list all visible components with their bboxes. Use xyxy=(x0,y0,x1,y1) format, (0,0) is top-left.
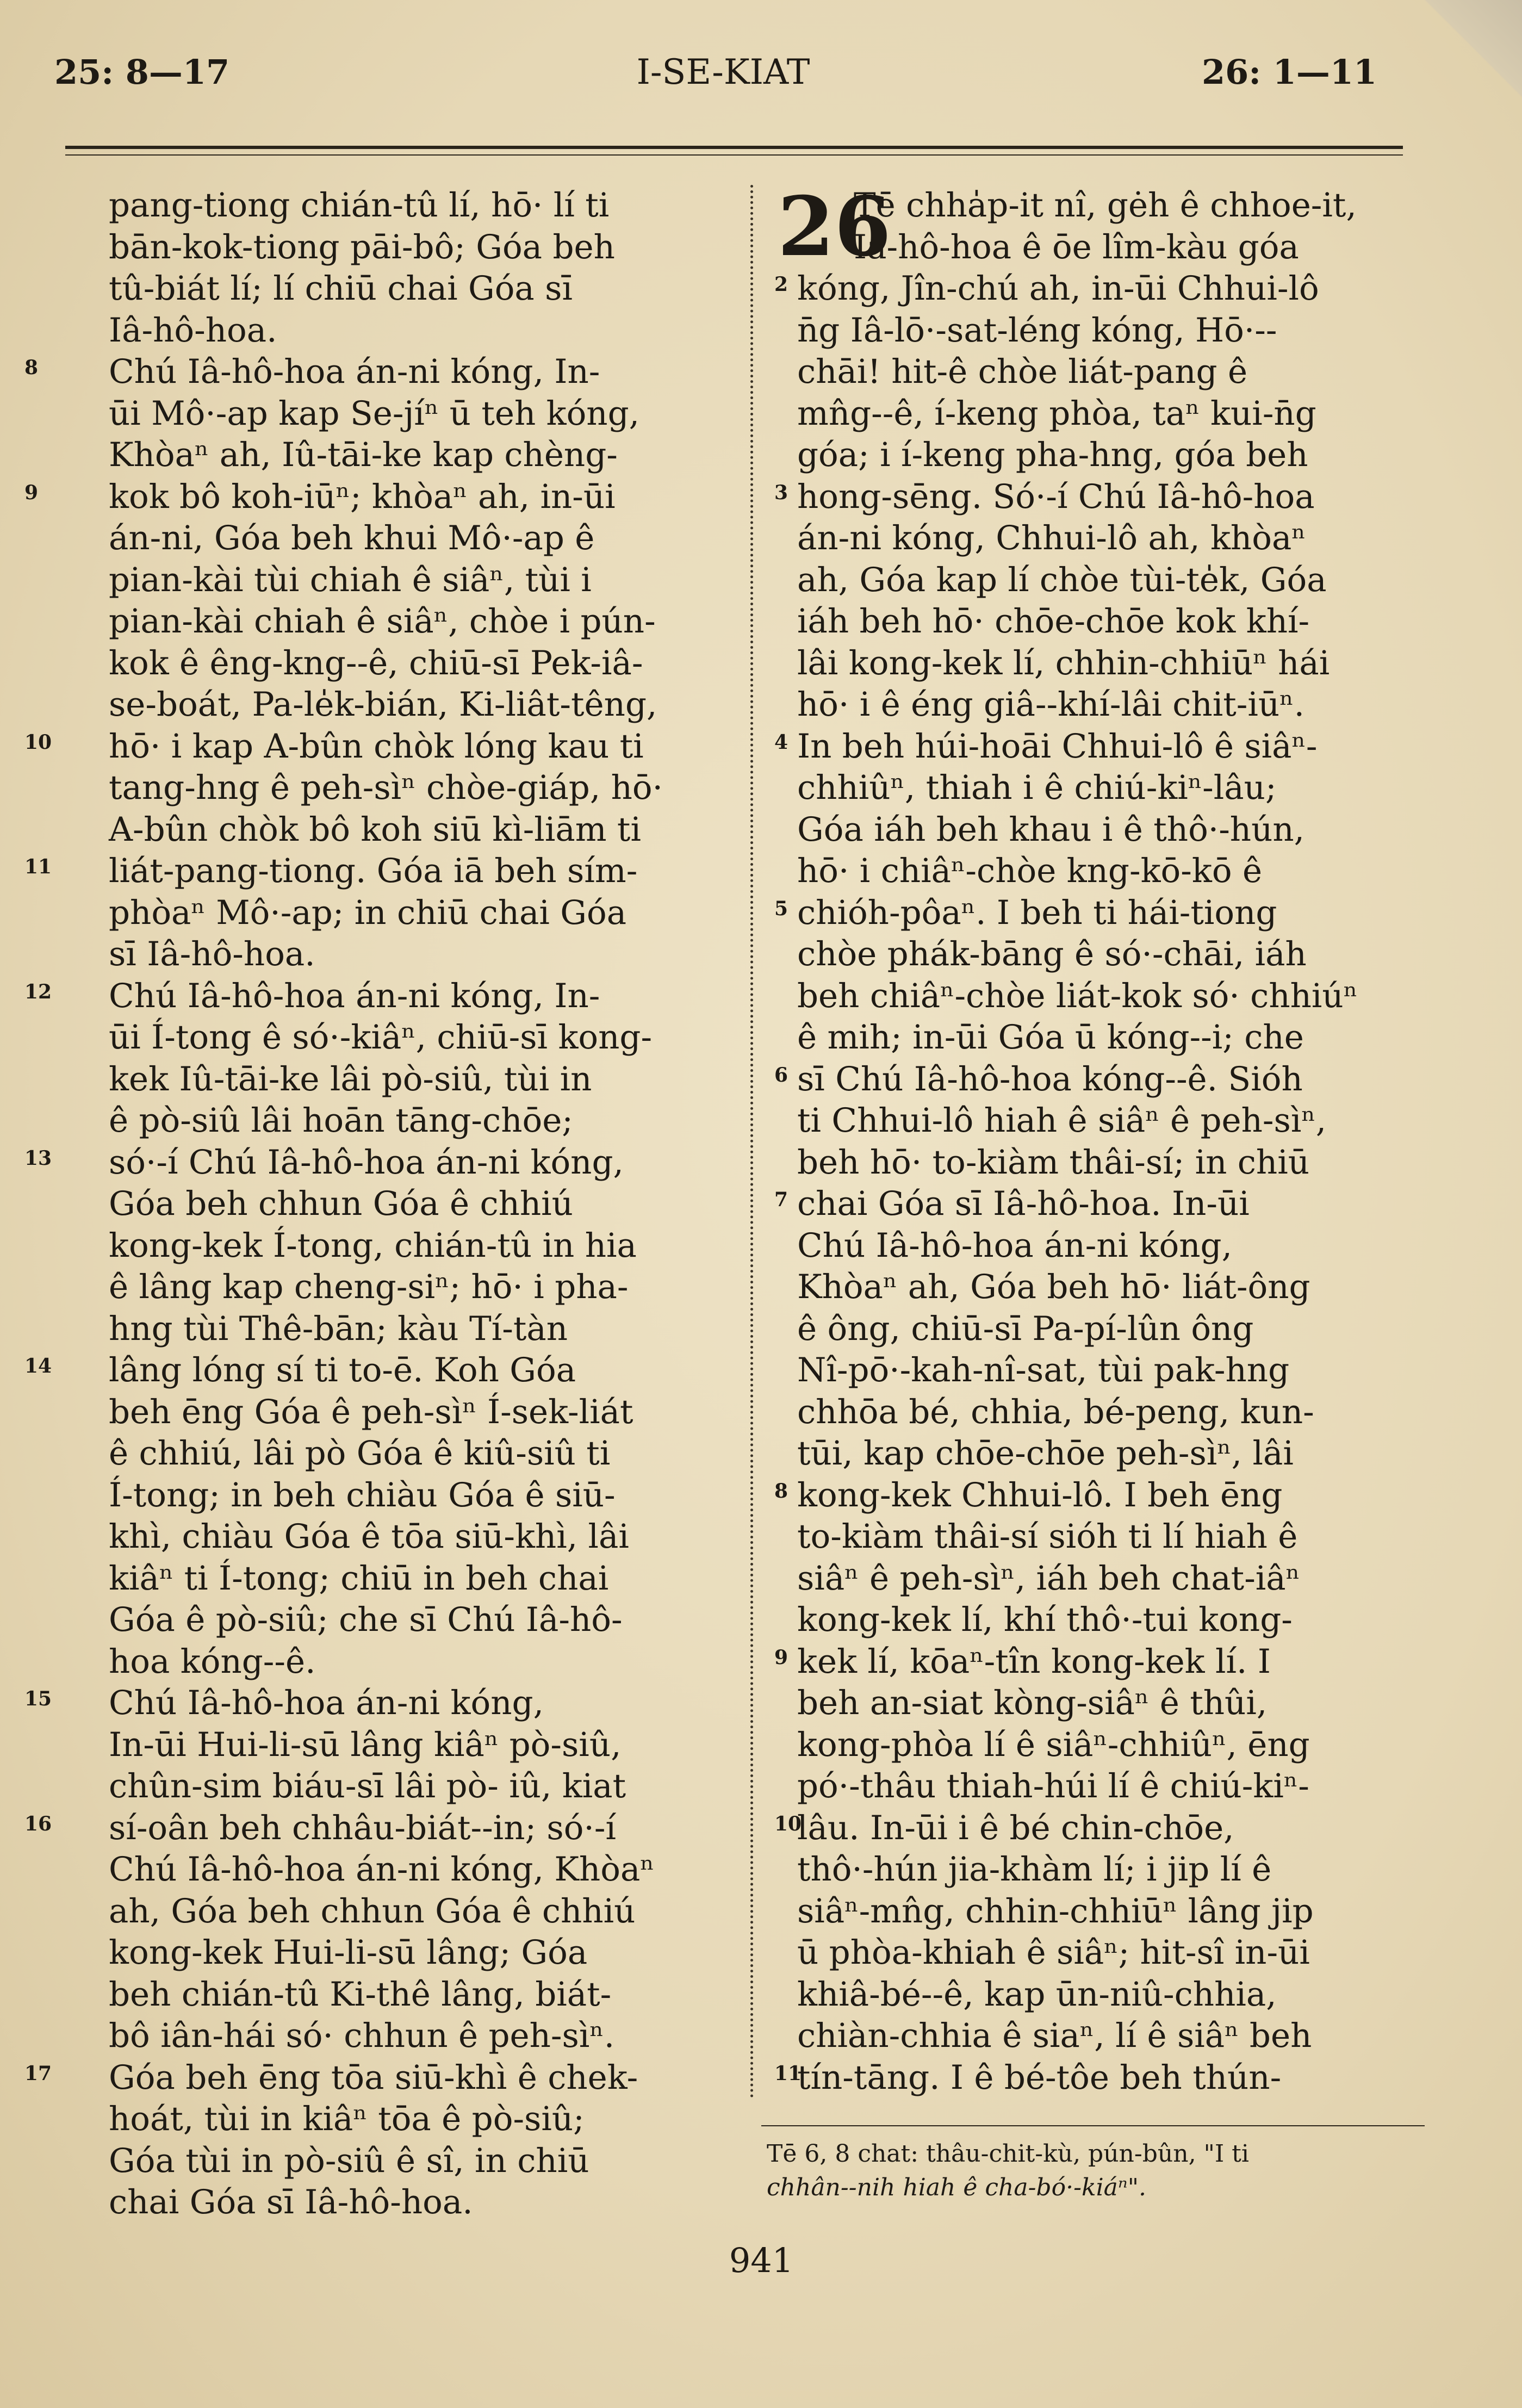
text-line xyxy=(778,2015,1441,2057)
line-text: lâng lóng sí ti to-ē. Koh Góa xyxy=(109,1351,576,1389)
text-line xyxy=(774,2057,1441,2099)
text-line xyxy=(82,2099,707,2140)
footnote-line: chhân--nih hiah ê cha-bó·-kiáⁿ". xyxy=(767,2174,1146,2201)
line-text: ê ông, chiū-sī Pa-pí-lûn ông xyxy=(797,1309,1254,1348)
line-text: Góa ê pò-siû; che sī Chú Iâ-hô- xyxy=(109,1600,623,1639)
line-text: bān-kok-tiong pāi-bô; Góa beh xyxy=(109,227,615,266)
text-line xyxy=(774,1183,1441,1225)
text-line xyxy=(82,560,707,601)
text-line xyxy=(778,851,1441,892)
text-line xyxy=(82,1932,707,1974)
text-line xyxy=(82,268,707,310)
text-line xyxy=(24,976,707,1017)
line-text: sī Iâ-hô-hoa. xyxy=(109,935,315,973)
line-text: mn̂g--ê, í-keng phòa, taⁿ kui-n̄g xyxy=(797,394,1316,433)
text-line xyxy=(778,310,1441,352)
line-text: chûn-sim biáu-sī lâi pò- iû, kiat xyxy=(109,1767,626,1805)
line-text: Góa beh ēng tōa siū-khì ê chek- xyxy=(109,2058,638,2097)
verse-number: 9 xyxy=(24,481,39,504)
header-right-reference: 26: 1—11 xyxy=(1202,52,1377,92)
verse-number: 15 xyxy=(24,1687,52,1710)
line-text: chai Góa sī Iâ-hô-hoa. xyxy=(109,2183,473,2221)
text-line xyxy=(778,1766,1441,1808)
text-line xyxy=(82,1766,707,1808)
footnote-line: Tē 6, 8 chat: thâu-chit-kù, pún-bûn, "I ti xyxy=(767,2140,1249,2168)
line-text: Chú Iâ-hô-hoa án-ni kóng, xyxy=(109,1684,544,1722)
text-line xyxy=(778,1267,1441,1308)
line-text: ūi Í-tong ê só·-kiâⁿ, chiū-sī kong- xyxy=(109,1018,653,1057)
line-text: Góa beh chhun Góa ê chhiú xyxy=(109,1184,573,1223)
text-line xyxy=(82,1558,707,1600)
text-line xyxy=(82,934,707,976)
text-line xyxy=(778,1558,1441,1600)
text-line xyxy=(778,1932,1441,1974)
line-text: hō· i chiâⁿ-chòe kng-kō-kō ê xyxy=(797,852,1263,890)
text-line xyxy=(24,2057,707,2099)
line-text: án-ni, Góa beh khui Mô·-ap ê xyxy=(109,519,595,557)
text-line xyxy=(774,726,1441,768)
line-text: hoát, tùi in kiâⁿ tōa ê pò-siû; xyxy=(109,2100,585,2138)
line-text: chāi! hit-ê chòe liát-pang ê xyxy=(797,352,1248,391)
verse-number: 13 xyxy=(24,1146,52,1170)
text-line xyxy=(82,1974,707,2016)
text-line xyxy=(24,476,707,518)
text-line xyxy=(778,1308,1441,1350)
text-line xyxy=(24,351,707,393)
line-text: góa; i í-keng pha-hng, góa beh xyxy=(797,436,1308,474)
line-text: kok bô koh-iūⁿ; khòaⁿ ah, in-ūi xyxy=(109,477,616,516)
text-line xyxy=(82,435,707,476)
text-line xyxy=(774,1808,1441,1850)
text-line xyxy=(774,892,1441,934)
column-divider xyxy=(750,185,753,2099)
line-text: phòaⁿ Mô·-ap; in chiū chai Góa xyxy=(109,893,627,932)
text-line xyxy=(778,227,1441,269)
verse-number: 10 xyxy=(24,730,52,754)
text-line xyxy=(778,1142,1441,1184)
page-number: 941 xyxy=(729,2241,794,2280)
text-line xyxy=(82,393,707,435)
line-text: n̄g Iâ-lō·-sat-léng kóng, Hō·-- xyxy=(797,311,1277,350)
line-text: tû-biát lí; lí chiū chai Góa sī xyxy=(109,269,573,308)
text-line xyxy=(82,518,707,560)
text-line xyxy=(82,1599,707,1641)
line-text: só·-í Chú Iâ-hô-hoa án-ni kóng, xyxy=(109,1143,624,1182)
text-line xyxy=(82,809,707,851)
line-text: kóng, Jîn-chú ah, in-ūi Chhui-lô xyxy=(797,269,1319,308)
line-text: lâu. In-ūi i ê bé chin-chōe, xyxy=(797,1808,1234,1847)
line-text: In-ūi Hui-li-sū lâng kiâⁿ pò-siû, xyxy=(109,1725,622,1764)
line-text: pian-kài tùi chiah ê siâⁿ, tùi i xyxy=(109,560,592,599)
verse-number: 10 xyxy=(774,1812,802,1835)
text-line xyxy=(778,1392,1441,1433)
text-line xyxy=(774,268,1441,310)
line-text: liát-pang-tiong. Góa iā beh sím- xyxy=(109,852,638,890)
text-line xyxy=(778,601,1441,643)
line-text: kok ê êng-kng--ê, chiū-sī Pek-iâ- xyxy=(109,643,643,682)
text-line xyxy=(82,1641,707,1683)
text-line xyxy=(82,2140,707,2182)
verse-number: 2 xyxy=(774,273,788,296)
line-text: pian-kài chiah ê siâⁿ, chòe i pún- xyxy=(109,602,656,641)
verse-number: 5 xyxy=(774,897,788,920)
text-line xyxy=(24,851,707,892)
text-line xyxy=(24,726,707,768)
line-text: Iâ-hô-hoa ê ōe lîm-kàu góa xyxy=(854,227,1299,266)
line-text: Khòaⁿ ah, Góa beh hō· liát-ông xyxy=(797,1268,1310,1306)
text-line xyxy=(778,1017,1441,1059)
header-rule-thick xyxy=(65,146,1403,149)
verse-number: 3 xyxy=(774,481,788,504)
text-line xyxy=(82,1308,707,1350)
text-line xyxy=(778,560,1441,601)
text-line xyxy=(778,976,1441,1017)
text-line xyxy=(778,393,1441,435)
line-text: kong-kek Í-tong, chián-tû in hia xyxy=(109,1226,637,1265)
line-text: kiâⁿ ti Í-tong; chiū in beh chai xyxy=(109,1559,609,1598)
text-line xyxy=(778,934,1441,976)
text-line xyxy=(24,1350,707,1392)
line-text: Iâ-hô-hoa. xyxy=(109,311,277,350)
line-text: chhōa bé, chhia, bé-peng, kun- xyxy=(797,1392,1314,1431)
text-line xyxy=(82,1059,707,1101)
line-text: chióh-pôaⁿ. I beh ti hái-tiong xyxy=(797,893,1277,932)
text-line xyxy=(778,767,1441,809)
text-line xyxy=(778,1100,1441,1142)
line-text: beh ēng Góa ê peh-sìⁿ Í-sek-liát xyxy=(109,1392,633,1431)
line-text: beh an-siat kòng-siâⁿ ê thûi, xyxy=(797,1684,1268,1722)
line-text: Góa iáh beh khau i ê thô·-hún, xyxy=(797,810,1305,849)
text-line xyxy=(778,809,1441,851)
left-column xyxy=(24,185,707,2224)
line-text: beh chiâⁿ-chòe liát-kok só· chhiúⁿ xyxy=(797,976,1358,1015)
text-line xyxy=(778,1849,1441,1891)
verse-number: 8 xyxy=(24,356,39,379)
verse-number: 9 xyxy=(774,1646,788,1669)
line-text: to-kiàm thâi-sí sióh ti lí hiah ê xyxy=(797,1517,1298,1556)
line-text: beh chián-tû Ki-thê lâng, biát- xyxy=(109,1975,612,2014)
line-text: siâⁿ ê peh-sìⁿ, iáh beh chat-iâⁿ xyxy=(797,1559,1301,1598)
line-text: tín-tāng. I ê bé-tôe beh thún- xyxy=(797,2058,1282,2097)
line-text: chòe phák-bāng ê só·-chāi, iáh xyxy=(797,935,1307,973)
right-column xyxy=(774,179,1441,2099)
line-text: ah, Góa beh chhun Góa ê chhiú xyxy=(109,1891,636,1931)
footnote xyxy=(767,2137,1430,2205)
header-left-reference: 25: 8—17 xyxy=(54,52,230,92)
line-text: Chú Iâ-hô-hoa án-ni kóng, In- xyxy=(109,976,600,1015)
chapter-number: 26 xyxy=(778,179,891,275)
footnote-rule xyxy=(761,2125,1425,2126)
text-line xyxy=(82,1183,707,1225)
line-text: ah, Góa kap lí chòe tùi-te̍k, Góa xyxy=(797,560,1327,599)
line-text: ê lâng kap cheng-siⁿ; hō· i pha- xyxy=(109,1268,629,1306)
text-line xyxy=(778,1225,1441,1267)
running-header xyxy=(0,52,1522,101)
line-text: chai Góa sī Iâ-hô-hoa. In-ūi xyxy=(797,1184,1250,1223)
verse-number: 8 xyxy=(774,1479,788,1503)
line-text: pó·-thâu thiah-húi lí ê chiú-kiⁿ- xyxy=(797,1767,1309,1805)
line-text: Tē chha̍p-it nî, gėh ê chhoe-it, xyxy=(854,186,1357,225)
text-line xyxy=(82,1392,707,1433)
text-line xyxy=(778,1516,1441,1558)
text-line xyxy=(24,1142,707,1184)
line-text: ū phòa-khiah ê siâⁿ; hit-sî in-ūi xyxy=(797,1933,1310,1972)
text-line xyxy=(24,1683,707,1724)
text-line xyxy=(774,1641,1441,1683)
text-line xyxy=(82,767,707,809)
verse-number: 11 xyxy=(24,855,52,878)
line-text: sí-oân beh chhâu-biát--in; só·-í xyxy=(109,1808,616,1847)
verse-number: 7 xyxy=(774,1188,788,1211)
line-text: kek lí, kōaⁿ-tîn kong-kek lí. I xyxy=(797,1642,1271,1681)
line-text: bô iân-hái só· chhun ê peh-sìⁿ. xyxy=(109,2016,615,2055)
line-text: kek Iû-tāi-ke lâi pò-siû, tùi in xyxy=(109,1059,592,1099)
text-line xyxy=(82,310,707,352)
text-line xyxy=(778,1974,1441,2016)
line-text: pang-tiong chián-tû lí, hō· lí ti xyxy=(109,186,610,225)
line-text: thô·-hún jia-khàm lí; i jip lí ê xyxy=(797,1850,1272,1889)
text-line xyxy=(82,2182,707,2224)
line-text: hng tùi Thê-bān; kàu Tí-tàn xyxy=(109,1309,568,1348)
text-line xyxy=(82,227,707,269)
line-text: Khòaⁿ ah, Iû-tāi-ke kap chèng- xyxy=(109,436,618,474)
text-line xyxy=(778,435,1441,476)
line-text: hō· i ê éng giâ--khí-lâi chit-iūⁿ. xyxy=(797,685,1304,724)
line-text: Chú Iâ-hô-hoa án-ni kóng, Khòaⁿ xyxy=(109,1850,655,1889)
line-text: kong-kek Chhui-lô. I beh ēng xyxy=(797,1475,1283,1515)
text-line xyxy=(82,892,707,934)
text-line xyxy=(778,1724,1441,1766)
line-text: beh hō· to-kiàm thâi-sí; in chiū xyxy=(797,1143,1310,1182)
verse-number: 12 xyxy=(24,980,52,1003)
line-text: Chú Iâ-hô-hoa án-ni kóng, xyxy=(797,1226,1232,1265)
line-text: khiâ-bé--ê, kap ūn-niû-chhia, xyxy=(797,1975,1277,2014)
text-line xyxy=(82,601,707,643)
line-text: chhiûⁿ, thiah i ê chiú-kiⁿ-lâu; xyxy=(797,768,1277,807)
text-line xyxy=(82,1225,707,1267)
verse-number: 14 xyxy=(24,1355,52,1377)
text-line xyxy=(778,518,1441,560)
text-line xyxy=(82,1891,707,1933)
line-text: se-boát, Pa-le̍k-bián, Ki-liât-têng, xyxy=(109,685,657,724)
text-line xyxy=(778,1350,1441,1392)
text-line xyxy=(82,2015,707,2057)
line-text: ti Chhui-lô hiah ê siâⁿ ê peh-sìⁿ, xyxy=(797,1101,1327,1140)
book-title: I-SE-KIAT xyxy=(636,52,810,92)
text-line xyxy=(774,1059,1441,1101)
line-text: In beh húi-hoāi Chhui-lô ê siâⁿ- xyxy=(797,727,1318,766)
text-line xyxy=(24,1808,707,1850)
line-text: Nî-pō·-kah-nî-sat, tùi pak-hng xyxy=(797,1351,1290,1389)
line-text: kong-kek lí, khí thô·-tui kong- xyxy=(797,1600,1293,1639)
text-line xyxy=(82,1433,707,1475)
verse-number: 16 xyxy=(24,1812,52,1835)
text-line xyxy=(778,351,1441,393)
verse-number: 11 xyxy=(774,2062,802,2085)
line-text: lâi kong-kek lí, chhin-chhiūⁿ hái xyxy=(797,643,1330,682)
line-text: tūi, kap chōe-chōe peh-sìⁿ, lâi xyxy=(797,1434,1294,1473)
text-line xyxy=(82,1267,707,1308)
text-line xyxy=(778,1433,1441,1475)
text-line xyxy=(778,1683,1441,1724)
line-text: Chú Iâ-hô-hoa án-ni kóng, In- xyxy=(109,352,600,391)
line-text: siâⁿ-mn̂g, chhin-chhiūⁿ lâng jip xyxy=(797,1891,1314,1931)
text-line xyxy=(82,643,707,685)
line-text: A-bûn chòk bô koh siū kì-liām ti xyxy=(109,810,641,849)
line-text: kong-kek Hui-li-sū lâng; Góa xyxy=(109,1933,588,1972)
verse-number: 17 xyxy=(24,2062,52,2085)
text-line xyxy=(82,1516,707,1558)
line-text: hō· i kap A-bûn chòk lóng kau ti xyxy=(109,727,644,766)
line-text: kong-phòa lí ê siâⁿ-chhiûⁿ, ēng xyxy=(797,1725,1310,1764)
line-text: hoa kóng--ê. xyxy=(109,1642,316,1681)
line-text: Góa tùi in pò-siû ê sî, in chiū xyxy=(109,2141,589,2180)
text-line xyxy=(82,1017,707,1059)
text-line xyxy=(82,1100,707,1142)
text-line xyxy=(82,185,707,227)
text-line xyxy=(778,1599,1441,1641)
line-text: iáh beh hō· chōe-chōe kok khí- xyxy=(797,602,1310,641)
line-text: hong-sēng. Só·-í Chú Iâ-hô-hoa xyxy=(797,477,1315,516)
line-text: sī Chú Iâ-hô-hoa kóng--ê. Sióh xyxy=(797,1059,1303,1099)
verse-number: 6 xyxy=(774,1063,788,1087)
line-text: ê chhiú, lâi pò Góa ê kiû-siû ti xyxy=(109,1434,611,1473)
text-line xyxy=(82,1475,707,1517)
verse-number: 4 xyxy=(774,730,788,754)
line-text: ê mih; in-ūi Góa ū kóng--i; che xyxy=(797,1018,1304,1057)
text-line xyxy=(778,684,1441,726)
line-text: Í-tong; in beh chiàu Góa ê siū- xyxy=(109,1475,616,1515)
line-text: chiàn-chhia ê siaⁿ, lí ê siâⁿ beh xyxy=(797,2016,1312,2055)
line-text: ê pò-siû lâi hoān tāng-chōe; xyxy=(109,1101,573,1140)
line-text: khì, chiàu Góa ê tōa siū-khì, lâi xyxy=(109,1517,629,1556)
line-text: tang-hng ê peh-sìⁿ chòe-giáp, hō· xyxy=(109,768,663,807)
text-line xyxy=(82,1849,707,1891)
line-text: án-ni kóng, Chhui-lô ah, khòaⁿ xyxy=(797,519,1306,557)
text-line xyxy=(82,1724,707,1766)
text-line xyxy=(774,476,1441,518)
text-line xyxy=(778,643,1441,685)
text-line xyxy=(774,1475,1441,1517)
header-rule-thin xyxy=(65,154,1403,156)
line-text: ūi Mô·-ap kap Se-jíⁿ ū teh kóng, xyxy=(109,394,640,433)
text-line xyxy=(778,1891,1441,1933)
text-line xyxy=(82,684,707,726)
